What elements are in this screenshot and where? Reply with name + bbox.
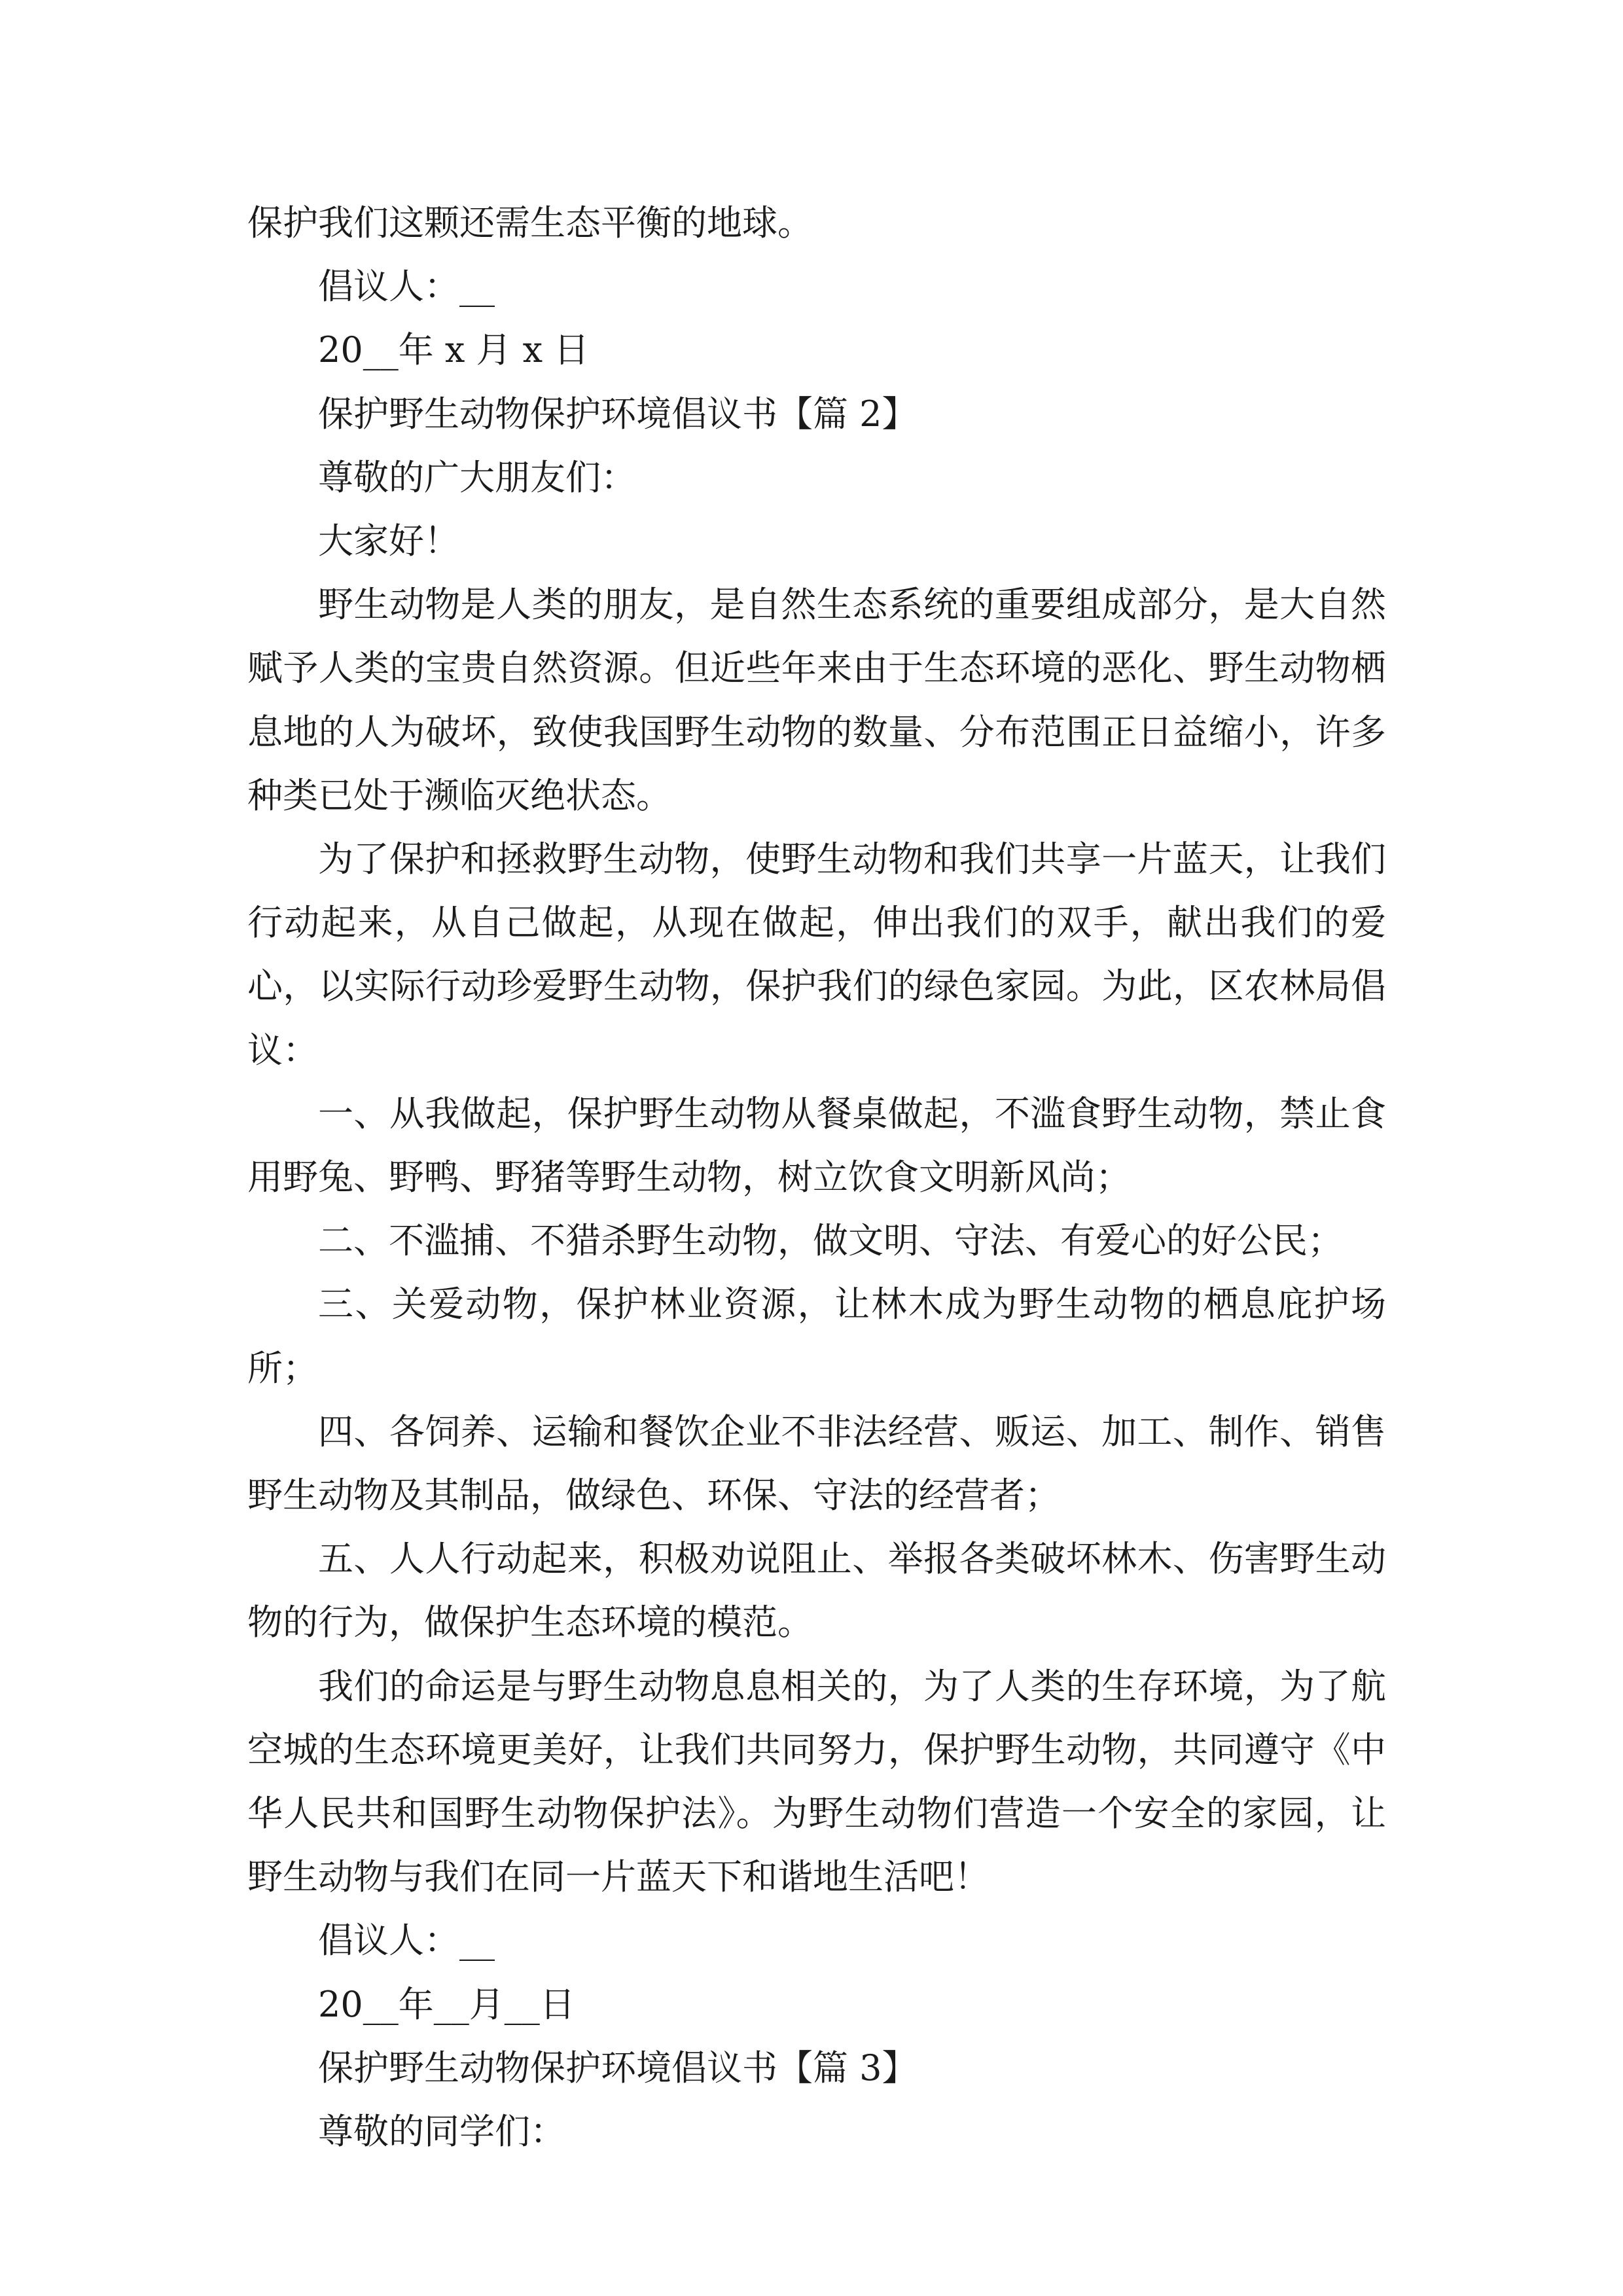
date-line: 20__年__月__日 [318,1983,575,2025]
list-item: 一、从我做起，保护野生动物从餐桌做起，不滥食野生动物，禁止食用野兔、野鸭、野猪等野生动物，树立饮食文明新风尚； [247,1092,1386,1198]
list-item: 四、各饲养、运输和餐饮企业不非法经营、贩运、加工、制作、销售野生动物及其制品，做绿色、环保、守法的经营者； [247,1410,1386,1516]
paragraph: 我们的命运是与野生动物息息相关的，为了人类的生存环境，为了航空城的生态环境更美好，让我们共同努力，保护野生动物，共同遵守《中华人民共和国野生动物保护法》。为野生动物们营造一个安全的家园，让野生动物与我们在同一片蓝天下和谐地生活吧！ [247,1665,1386,1898]
greeting: 大家好！ [318,520,459,562]
salutation: 尊敬的同学们： [318,2111,565,2153]
paragraph: 保护我们这颗还需生态平衡的地球。 [247,202,813,243]
section-title: 保护野生动物保护环境倡议书【篇 2】 [318,393,918,435]
list-item: 五、人人行动起来，积极劝说阻止、举报各类破坏林木、伤害野生动物的行为，做保护生态环境的模范。 [247,1538,1386,1643]
paragraph: 20__年 x 月 x 日 [318,329,590,371]
paragraph: 倡议人：__ [318,266,495,308]
list-item: 二、不滥捕、不猎杀野生动物，做文明、守法、有爱心的好公民； [318,1220,1343,1262]
paragraph: 野生动物是人类的朋友，是自然生态系统的重要组成部分，是大自然赋予人类的宝贵自然资源。但近些年来由于生态环境的恶化、野生动物栖息地的人为破坏，致使我国野生动物的数量、分布范围正日益缩小，许多种类已处于濒临灭绝状态。 [247,584,1386,816]
paragraph: 为了保护和拯救野生动物，使野生动物和我们共享一片蓝天，让我们行动起来，从自己做起，从现在做起，伸出我们的双手，献出我们的爱心，以实际行动珍爱野生动物，保护我们的绿色家园。为此，区农林局倡议： [247,838,1386,1071]
signature: 倡议人：__ [318,1920,495,1962]
list-item: 三、关爱动物，保护林业资源，让林木成为野生动物的栖息庇护场所； [247,1283,1386,1389]
document-body [247,191,1386,2163]
salutation: 尊敬的广大朋友们： [318,456,636,498]
section-title: 保护野生动物保护环境倡议书【篇 3】 [318,2047,918,2089]
